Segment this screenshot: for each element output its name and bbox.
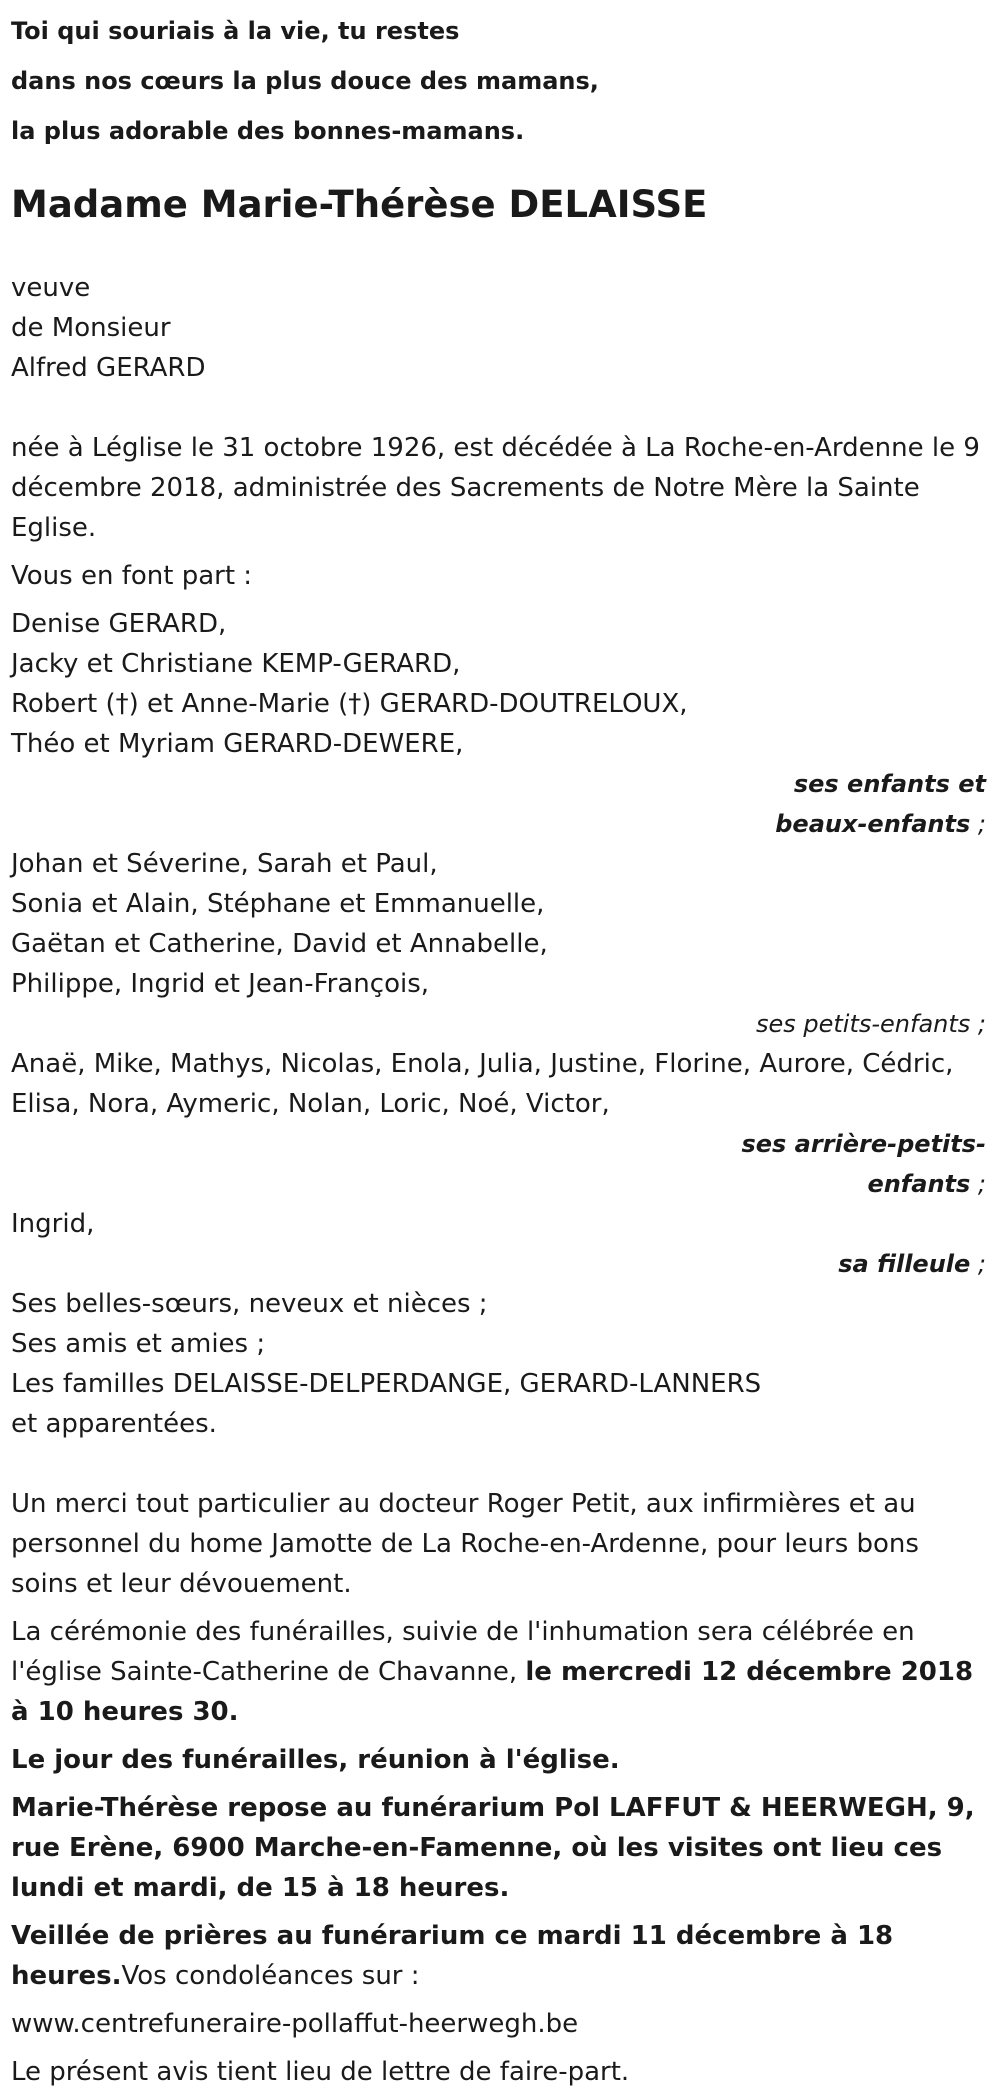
role-line: ses petits-enfants	[755, 1010, 971, 1038]
condolences-label: Vos condoléances sur :	[121, 1961, 420, 1991]
deceased-name: Madame Marie-Thérèse DELAISSE	[11, 183, 708, 226]
thanks-text: Un merci tout particulier au docteur Roger Petit, aux infirmières et au personnel du home Jamotte de La Roche-en-Ardenne, pour leurs bons soins et leur dévouement.	[11, 1489, 919, 1599]
ceremony-date: le mercredi 12 décembre 2018 à 10 heures 30.	[11, 1657, 974, 1727]
role-line: beaux-enfants	[775, 810, 971, 838]
other-relatives	[11, 1284, 986, 1444]
great-grandchildren-role	[11, 1124, 986, 1204]
epigraph	[11, 6, 986, 156]
list-item: Sonia et Alain, Stéphane et Emmanuelle,	[11, 889, 545, 919]
epigraph-line: la plus adorable des bonnes-mamans.	[11, 117, 525, 145]
goddaughter-list	[11, 1204, 986, 1244]
grandchildren-role	[11, 1004, 986, 1044]
children-role	[11, 764, 986, 844]
role-separator: ;	[970, 810, 986, 838]
role-line: sa filleule	[838, 1250, 971, 1278]
birth-death-text: née à Léglise le 31 octobre 1926, est décédée à La Roche-en-Ardenne le 9 décembre 2018, administrée des Sacrements de Notre Mère la Sainte Eglise.	[11, 433, 980, 543]
obituary-notice	[11, 6, 986, 2092]
goddaughter-role	[11, 1244, 986, 1284]
epigraph-line: Toi qui souriais à la vie, tu restes	[11, 17, 460, 45]
spouse-line: Alfred GERARD	[11, 353, 206, 383]
list-item: Les familles DELAISSE-DELPERDANGE, GERARD-LANNERS	[11, 1369, 762, 1399]
spouse-line: veuve	[11, 273, 91, 303]
list-item: Ingrid,	[11, 1209, 95, 1239]
grandchildren-list	[11, 844, 986, 1004]
vigil-info: Veillée de prières au funérarium ce mardi 11 décembre à 18 heures.	[11, 1921, 894, 1991]
website-link[interactable]: www.centrefuneraire-pollaffut-heerwegh.be	[11, 2009, 579, 2039]
list-item: Anaë, Mike, Mathys, Nicolas, Enola, Julia, Justine, Florine, Aurore, Cédric,	[11, 1049, 954, 1079]
spouse-line: de Monsieur	[11, 313, 171, 343]
role-separator: ;	[970, 1170, 986, 1198]
vigil-text	[11, 1916, 986, 1996]
list-item: Robert (†) et Anne-Marie (†) GERARD-DOUTRELOUX,	[11, 689, 688, 719]
spouse-info	[11, 268, 986, 388]
list-item: Gaëtan et Catherine, David et Annabelle,	[11, 929, 548, 959]
list-item: Philippe, Ingrid et Jean-François,	[11, 969, 430, 999]
role-line: enfants	[867, 1170, 971, 1198]
list-item: Théo et Myriam GERARD-DEWERE,	[11, 729, 464, 759]
closing-text: Le présent avis tient lieu de lettre de faire-part.	[11, 2057, 630, 2087]
role-line: ses enfants et	[793, 770, 986, 798]
ceremony-description: La cérémonie des funérailles, suivie de l'inhumation sera célébrée en l'église Sainte-Catherine de Chavanne,	[11, 1617, 915, 1687]
great-grandchildren-list	[11, 1044, 986, 1124]
ceremony-text	[11, 1612, 986, 1732]
role-separator: ;	[970, 1010, 986, 1038]
list-item: Ses amis et amies ;	[11, 1329, 266, 1359]
role-line: ses arrière-petits-	[741, 1130, 986, 1158]
meeting-text: Le jour des funérailles, réunion à l'église.	[11, 1745, 620, 1775]
list-item: Jacky et Christiane KEMP-GERARD,	[11, 649, 461, 679]
repose-text: Marie-Thérèse repose au funérarium Pol LAFFUT & HEERWEGH, 9, rue Erène, 6900 Marche-en-Famenne, où les visites ont lieu ces lundi et mardi, de 15 à 18 heures.	[11, 1793, 975, 1903]
list-item: et apparentées.	[11, 1409, 217, 1439]
list-item: Elisa, Nora, Aymeric, Nolan, Loric, Noé, Victor,	[11, 1089, 610, 1119]
list-item: Ses belles-sœurs, neveux et nièces ;	[11, 1289, 488, 1319]
list-item: Johan et Séverine, Sarah et Paul,	[11, 849, 438, 879]
epigraph-line: dans nos cœurs la plus douce des mamans,	[11, 67, 599, 95]
list-item: Denise GERARD,	[11, 609, 227, 639]
announcement-intro: Vous en font part :	[11, 561, 253, 591]
children-list	[11, 604, 986, 764]
role-separator: ;	[970, 1250, 986, 1278]
